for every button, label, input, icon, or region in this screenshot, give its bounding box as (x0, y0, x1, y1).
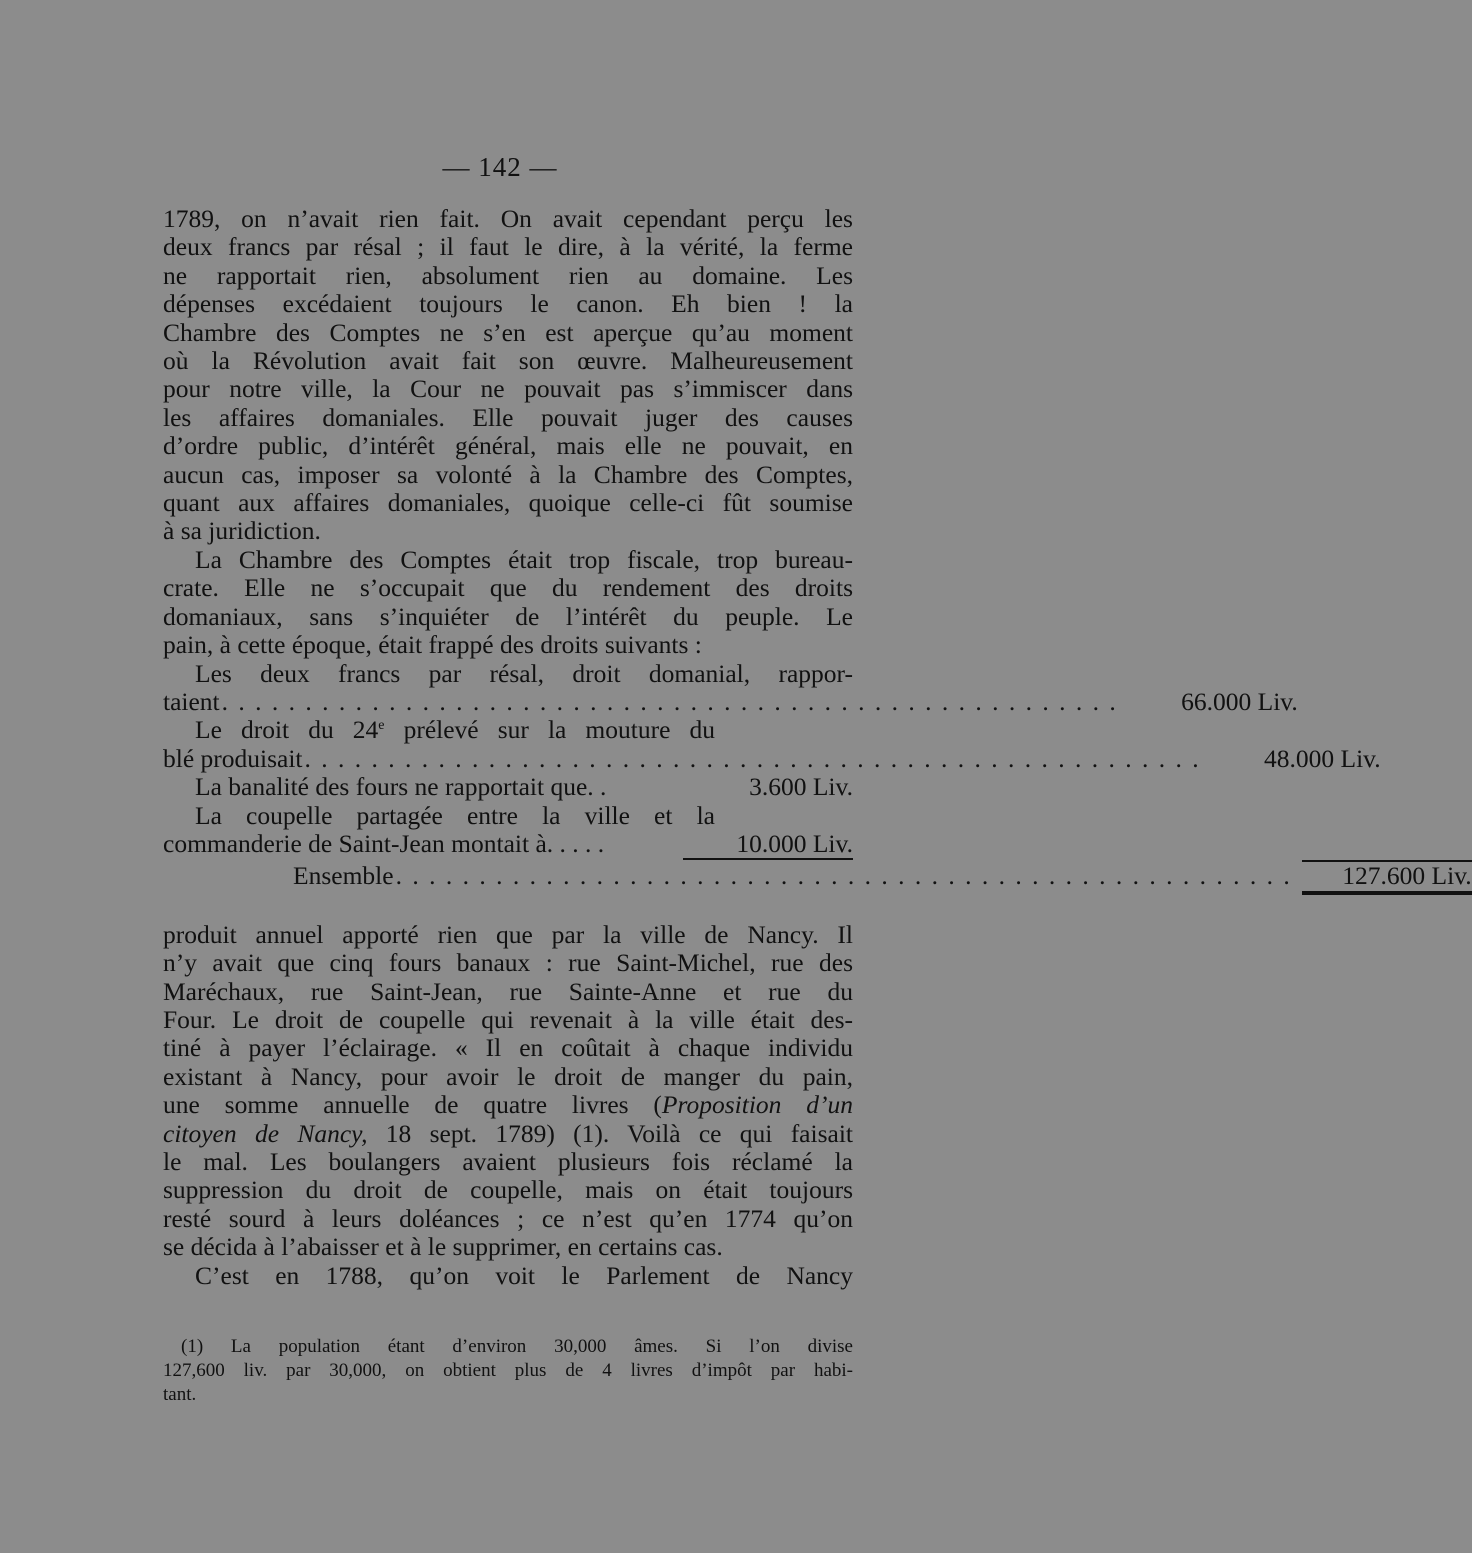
ledger-item-4-line-1: La coupelle partagée entre la ville et la (195, 800, 715, 830)
text-line: Chambre des Comptes ne s’en est aperçue qu’au moment (163, 317, 853, 347)
ledger-item-2-line-1: Le droit du 24e prélevé sur la mouture du (195, 715, 715, 745)
text-line: une somme annuelle de quatre livres (Proposition d’un (163, 1090, 853, 1120)
text-line: quant aux affaires domaniales, quoique celle-ci fût soumise (163, 488, 853, 518)
ledger-row-3 (163, 773, 853, 801)
ledger-total-value: 127.600 Liv. (1302, 860, 1472, 894)
revenue-ledger (163, 658, 1472, 895)
text-line: les affaires domaniales. Elle pouvait juger des causes (163, 402, 853, 432)
text-line: produit annuel apporté rien que par la ville de Nancy. Il (163, 919, 853, 949)
ledger-row-1 (163, 686, 1298, 716)
ledger-item-4-line-2: commanderie de Saint-Jean montait à. . . . . (163, 828, 605, 858)
ledger-item-1-line-2: taient (163, 686, 220, 716)
text-line: C’est en 1788, qu’on voit le Parlement de Nancy (195, 1260, 853, 1290)
ledger-item-3-value: 3.600 Liv. (749, 772, 853, 802)
text-line: citoyen de Nancy, 18 sept. 1789) (1). Voilà ce qui faisait (163, 1118, 853, 1148)
ledger-item-4-value: 10.000 Liv. (683, 830, 853, 860)
text-line: deux francs par résal ; il faut le dire, à la vérité, la ferme (163, 232, 853, 262)
footnote-line: (1) La population étant d’environ 30,000 âmes. Si l’on divise (181, 1336, 853, 1357)
text-line: suppression du droit de coupelle, mais on était toujours (163, 1175, 853, 1205)
text-line: le mal. Les boulangers avaient plusieurs fois réclamé la (163, 1147, 853, 1176)
ledger-row-4 (163, 830, 853, 860)
text-line: crate. Elle ne s’occupait que du rendement des droits (163, 573, 853, 603)
text-line: existant à Nancy, pour avoir le droit de manger du pain, (163, 1061, 853, 1091)
text-line: n’y avait que cinq fours banaux : rue Saint-Michel, rue des (163, 948, 853, 978)
text-line: aucun cas, imposer sa volonté à la Chambre des Comptes, (163, 459, 853, 489)
text-line: tiné à payer l’éclairage. « Il en coûtait à chaque individu (163, 1033, 853, 1063)
text-line: à sa juridiction. (163, 516, 321, 546)
text-line: domaniaux, sans s’inquiéter de l’intérêt du peuple. Le (163, 601, 853, 631)
spacer (163, 895, 853, 921)
footnote (163, 1335, 853, 1407)
leader-dots: . . . . . . . . . . . . . . . . . . . . . . . . . . . . . . . . . . . . . . . . . . . . . . . . . . . . . . (221, 686, 1118, 716)
text-line: où la Révolution avait fait son œuvre. Malheureusement (163, 346, 853, 376)
ledger-row-2 (163, 743, 1381, 773)
text-line: resté sourd à leurs doléances ; ce n’est qu’en 1774 qu’on (163, 1203, 853, 1233)
ledger-item-3-label: La banalité des fours ne rapportait que. . (195, 772, 607, 802)
text-line: Maréchaux, rue Saint-Jean, rue Sainte-Anne et rue du (163, 976, 853, 1006)
text-line: d’ordre public, d’intérêt général, mais elle ne pouvait, en (163, 431, 853, 461)
text-line: Four. Le droit de coupelle qui revenait à la ville était des- (163, 1004, 853, 1034)
leader-dots: . . . . . . . . . . . . . . . . . . . . . . . . . . . . . . . . . . . . . . . . . . . . . . . . . . . . . . (395, 861, 1292, 891)
text-line: se décida à l’abaisser et à le supprimer, en certains cas. (163, 1232, 723, 1262)
page-number: — 142 — (442, 152, 558, 182)
ledger-item-2-line-2: blé produisait (163, 743, 303, 773)
text-line: La Chambre des Comptes était trop fiscale, trop bureau- (195, 544, 853, 574)
footnote-line: 127,600 liv. par 30,000, on obtient plus de 4 livres d’impôt par habi- (163, 1360, 853, 1381)
text-line: 1789, on n’avait rien fait. On avait cependant perçu les (163, 204, 853, 233)
ledger-item-1-value: 66.000 Liv. (1181, 686, 1298, 716)
ledger-item-2-value: 48.000 Liv. (1264, 743, 1381, 773)
leader-dots: . . . . . . . . . . . . . . . . . . . . . . . . . . . . . . . . . . . . . . . . . . . . . . . . . . . . . . (304, 743, 1201, 773)
ledger-total-row (163, 860, 1472, 894)
footnote-line: tant. (163, 1384, 197, 1405)
ledger-total-label: Ensemble (293, 861, 394, 891)
text-line: pour notre ville, la Cour ne pouvait pas s’immiscer dans (163, 374, 853, 404)
text-line: ne rapportait rien, absolument rien au domaine. Les (163, 260, 853, 290)
text-line: dépenses excédaient toujours le canon. Eh bien ! la (163, 289, 853, 319)
ledger-item-1-line-1: Les deux francs par résal, droit domanial, rappor- (195, 658, 853, 688)
body-text (163, 204, 1472, 1290)
text-line: pain, à cette époque, était frappé des droits suivants : (163, 630, 702, 660)
